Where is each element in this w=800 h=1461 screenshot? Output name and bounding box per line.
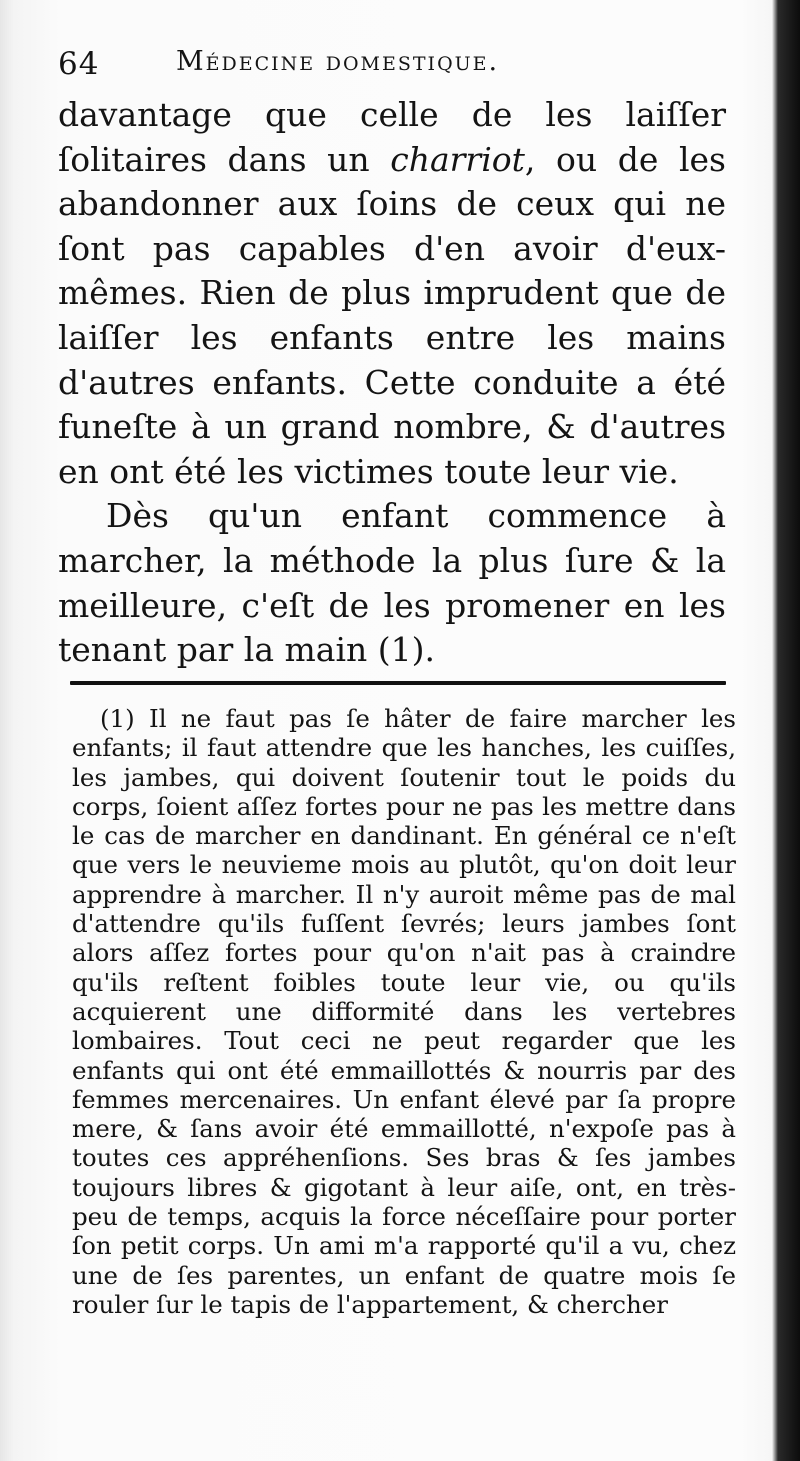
- running-title: Médecine domestique.: [176, 46, 500, 77]
- page-number: 64: [58, 46, 100, 82]
- footnote-text: (1) Il ne faut pas ſe hâter de faire marcher les enfants; il faut attendre que les hanches, les cuiſſes, les jambes, qui doivent ſoutenir tout le poids du corps, ſoient aſſez fortes pour ne pas les mettre dans le cas de marcher en dandinant. En général ce n'eſt que vers le neuvieme mois au plutôt, qu'on doit leur apprendre à marcher. Il n'y auroit même pas de mal d'attendre qu'ils fuſſent ſevrés; leurs jambes ſont alors aſſez fortes pour qu'on n'ait pas à craindre qu'ils reſtent foibles toute leur vie, ou qu'ils acquierent une difformité dans les vertebres lombaires. Tout ceci ne peut regarder que les enfants qui ont été emmaillottés & nourris par des femmes mercenaires. Un enfant élevé par ſa propre mere, & ſans avoir été emmaillotté, n'expoſe pas à toutes ces appréhenſions. Ses bras & ſes jambes toujours libres & gigotant à leur aiſe, ont, en très-peu de temps, acquis la force néceſſaire pour porter ſon petit corps. Un ami m'a rapporté qu'il a vu, chez une de ſes parentes, un enfant de quatre mois ſe rouler ſur le tapis de l'appartement, & chercher: [72, 704, 736, 1319]
- footnote: [72, 704, 736, 1319]
- paragraph-1-italic-word: charriot: [390, 139, 525, 179]
- paragraph-2: Dès qu'un enfant commence à marcher, la méthode la plus ſure & la meilleure, c'eſt de les promener en les tenant par la main (1).: [58, 496, 726, 670]
- page-header: [58, 46, 718, 90]
- main-text: [58, 93, 726, 673]
- paragraph-1: [58, 93, 726, 494]
- footnote-divider: [70, 681, 726, 685]
- paragraph-1-text-b: , ou de les abandonner aux ſoins de ceux qui ne ſont pas capables d'en avoir d'eux-mêmes. Rien de plus imprudent que de laiſſer les enfants entre les mains d'autres enfants. Cette conduite a été funeſte à un grand nombre, & d'autres en ont été les victimes toute leur vie.: [58, 139, 726, 491]
- paragraph-1-text-a: davantage que celle de les laiſſer ſolitaires dans un: [58, 95, 726, 179]
